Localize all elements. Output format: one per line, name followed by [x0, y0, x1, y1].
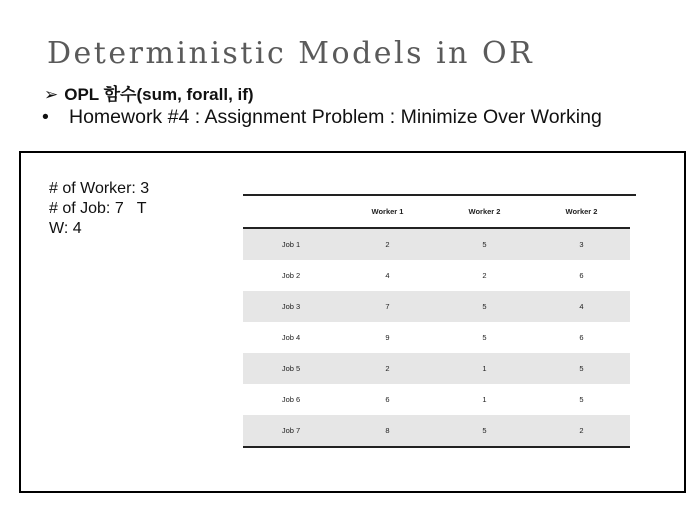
- param-jobs: # of Job: 7 T: [49, 200, 147, 217]
- cost-cell: 6: [579, 271, 584, 280]
- param-w: W: 4: [49, 220, 82, 237]
- table-row: [243, 322, 630, 353]
- job-label: Job 2: [281, 271, 301, 280]
- cost-cell: 8: [339, 415, 436, 447]
- cost-cell: 6: [579, 333, 584, 342]
- job-label: Job 4: [281, 333, 301, 342]
- bullet-opl-functions: [44, 80, 254, 105]
- cost-cell: 2: [533, 415, 630, 447]
- bullet-opl-text: OPL 함수(sum, forall, if): [64, 85, 254, 104]
- bullet-homework: [42, 106, 602, 129]
- job-label: Job 5: [243, 353, 339, 384]
- table-row: [243, 415, 630, 447]
- problem-box: [19, 151, 686, 493]
- cost-cell: 7: [339, 291, 436, 322]
- cost-cell: 1: [482, 395, 487, 404]
- cost-cell: 5: [533, 353, 630, 384]
- cost-cell: 2: [482, 271, 487, 280]
- cost-cell: 5: [436, 228, 533, 260]
- problem-parameters: [49, 179, 149, 239]
- cost-cell: 9: [385, 333, 390, 342]
- job-label: Job 3: [243, 291, 339, 322]
- arrow-bullet-icon: ➢: [44, 85, 59, 104]
- cost-cell: 5: [436, 415, 533, 447]
- cost-cell: 4: [385, 271, 390, 280]
- slide-title: Deterministic Models in OR: [47, 36, 535, 71]
- header-worker-3: Worker 2: [533, 196, 630, 228]
- cost-cell: 1: [436, 353, 533, 384]
- dot-bullet-icon: •: [42, 106, 49, 128]
- cost-cell: 3: [533, 228, 630, 260]
- job-label: Job 7: [243, 415, 339, 447]
- table-row: [243, 291, 630, 322]
- header-worker-1: Worker 1: [339, 196, 436, 228]
- cost-cell: 5: [579, 395, 584, 404]
- cost-cell: 5: [436, 291, 533, 322]
- table-row: [243, 228, 630, 260]
- table-row: [243, 384, 630, 415]
- job-label: Job 1: [243, 228, 339, 260]
- cost-cell: 2: [339, 353, 436, 384]
- cost-cell: 6: [385, 395, 390, 404]
- header-job: [243, 196, 339, 228]
- table-header-row: [243, 196, 630, 228]
- cost-cell: 4: [533, 291, 630, 322]
- table-row: [243, 353, 630, 384]
- table-row: [243, 260, 630, 291]
- assignment-table: [243, 196, 630, 448]
- cost-cell: 2: [339, 228, 436, 260]
- job-label: Job 6: [281, 395, 301, 404]
- cost-cell: 5: [482, 333, 487, 342]
- bullet-homework-text: Homework #4 : Assignment Problem : Minimize Over Working: [69, 106, 602, 128]
- header-worker-2: Worker 2: [436, 196, 533, 228]
- param-workers: # of Worker: 3: [49, 180, 150, 197]
